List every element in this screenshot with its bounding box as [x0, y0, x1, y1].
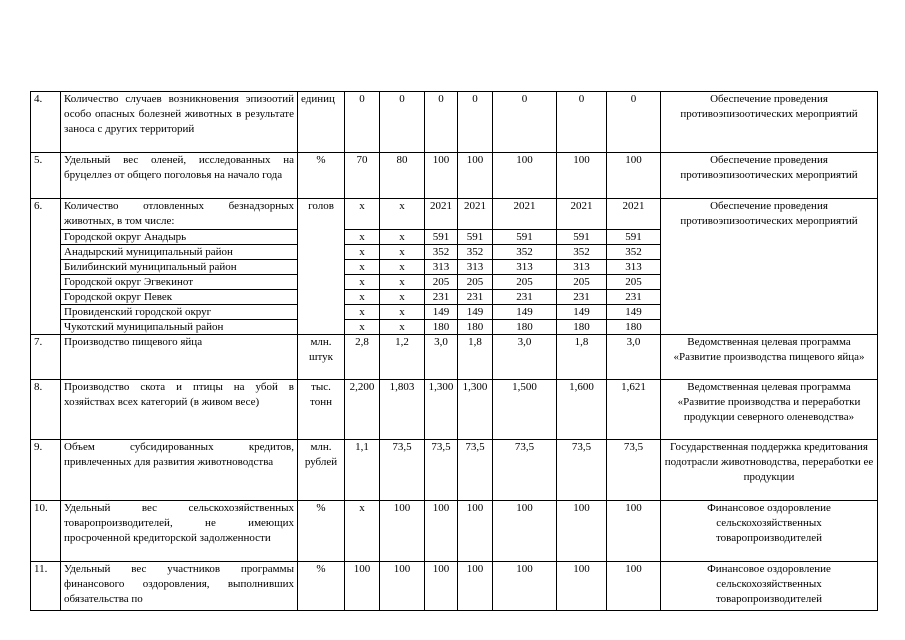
value-cell: 2021	[607, 199, 661, 230]
unit-cell: тыс. тонн	[298, 380, 345, 440]
unit-cell: единиц	[298, 92, 345, 153]
value-cell: 0	[380, 92, 425, 153]
value-cell: х	[380, 305, 425, 320]
value-cell: 2,8	[345, 335, 380, 380]
row-number: 5.	[31, 153, 61, 199]
value-cell: 2021	[557, 199, 607, 230]
value-cell: 180	[458, 320, 493, 335]
table-row	[31, 440, 878, 501]
value-cell: 0	[458, 92, 493, 153]
value-cell: 231	[607, 290, 661, 305]
value-cell: 352	[425, 245, 458, 260]
value-cell: 100	[493, 501, 557, 562]
value-cell: х	[345, 199, 380, 230]
value-cell: 180	[607, 320, 661, 335]
value-cell: 73,5	[607, 440, 661, 501]
value-cell: 100	[345, 562, 380, 611]
row-number: 9.	[31, 440, 61, 501]
value-cell: 1,621	[607, 380, 661, 440]
value-cell: 100	[425, 562, 458, 611]
program-cell: Финансовое оздоровление сельскохозяйственных товаропроизводителей	[661, 501, 878, 562]
value-cell: х	[345, 290, 380, 305]
value-cell: 70	[345, 153, 380, 199]
value-cell: 591	[607, 230, 661, 245]
value-cell: 0	[345, 92, 380, 153]
value-cell: 1,500	[493, 380, 557, 440]
value-cell: 1,1	[345, 440, 380, 501]
value-cell: 0	[557, 92, 607, 153]
value-cell: 73,5	[458, 440, 493, 501]
value-cell: 73,5	[425, 440, 458, 501]
value-cell: 1,300	[425, 380, 458, 440]
value-cell: 149	[425, 305, 458, 320]
indicator-name: Удельный вес участников программы финансового оздоровления, выполнивших обязательства по	[61, 562, 298, 611]
value-cell: 3,0	[425, 335, 458, 380]
value-cell: 352	[607, 245, 661, 260]
table-row	[31, 501, 878, 562]
value-cell: 205	[425, 275, 458, 290]
value-cell: 149	[493, 305, 557, 320]
municipality-name: Чукотский муниципальный район	[61, 320, 298, 335]
value-cell: 1,600	[557, 380, 607, 440]
unit-cell: млн. рублей	[298, 440, 345, 501]
table-row	[31, 199, 878, 230]
value-cell: 313	[607, 260, 661, 275]
value-cell: 352	[458, 245, 493, 260]
value-cell: 73,5	[557, 440, 607, 501]
row-number: 4.	[31, 92, 61, 153]
value-cell: х	[345, 245, 380, 260]
value-cell: 313	[458, 260, 493, 275]
table-row	[31, 153, 878, 199]
value-cell: 180	[493, 320, 557, 335]
value-cell: 591	[458, 230, 493, 245]
value-cell: 1,8	[458, 335, 493, 380]
row-number: 7.	[31, 335, 61, 380]
indicator-name: Объем субсидированных кредитов, привлеченных для развития животноводства	[61, 440, 298, 501]
program-cell: Обеспечение проведения противоэпизоотических мероприятий	[661, 153, 878, 199]
value-cell: 100	[557, 501, 607, 562]
value-cell: 100	[607, 153, 661, 199]
value-cell: х	[345, 260, 380, 275]
indicator-name: Производство скота и птицы на убой в хозяйствах всех категорий (в живом весе)	[61, 380, 298, 440]
unit-cell: голов	[298, 199, 345, 335]
value-cell: 231	[493, 290, 557, 305]
unit-cell: %	[298, 501, 345, 562]
value-cell: 100	[458, 501, 493, 562]
value-cell: 149	[607, 305, 661, 320]
indicator-name: Производство пищевого яйца	[61, 335, 298, 380]
value-cell: х	[380, 260, 425, 275]
unit-cell: %	[298, 153, 345, 199]
value-cell: 3,0	[493, 335, 557, 380]
municipality-name: Анадырский муниципальный район	[61, 245, 298, 260]
value-cell: 0	[493, 92, 557, 153]
value-cell: 2021	[425, 199, 458, 230]
table-row	[31, 335, 878, 380]
indicator-name: Удельный вес сельскохозяйственных товаропроизводителей, не имеющих просроченной кредиторской задолженности	[61, 501, 298, 562]
program-cell: Ведомственная целевая программа «Развитие производства пищевого яйца»	[661, 335, 878, 380]
value-cell: 100	[493, 153, 557, 199]
value-cell: 100	[607, 562, 661, 611]
value-cell: 231	[458, 290, 493, 305]
value-cell: 100	[425, 501, 458, 562]
value-cell: 80	[380, 153, 425, 199]
value-cell: 180	[557, 320, 607, 335]
table-row	[31, 92, 878, 153]
value-cell: 591	[425, 230, 458, 245]
value-cell: 1,300	[458, 380, 493, 440]
indicator-name: Количество случаев возникновения эпизоотий особо опасных болезней животных в результате заноса с других территорий	[61, 92, 298, 153]
value-cell: х	[345, 320, 380, 335]
value-cell: 1,8	[557, 335, 607, 380]
value-cell: 149	[458, 305, 493, 320]
value-cell: 100	[557, 562, 607, 611]
value-cell: 100	[380, 501, 425, 562]
value-cell: 73,5	[493, 440, 557, 501]
value-cell: х	[345, 305, 380, 320]
value-cell: 100	[607, 501, 661, 562]
value-cell: 205	[493, 275, 557, 290]
value-cell: х	[380, 199, 425, 230]
value-cell: 100	[458, 153, 493, 199]
program-cell: Государственная поддержка кредитования подотрасли животноводства, переработки ее продукции	[661, 440, 878, 501]
unit-cell: млн. штук	[298, 335, 345, 380]
value-cell: 180	[425, 320, 458, 335]
value-cell: 231	[557, 290, 607, 305]
row-number: 10.	[31, 501, 61, 562]
value-cell: 100	[493, 562, 557, 611]
value-cell: 149	[557, 305, 607, 320]
table-row	[31, 380, 878, 440]
value-cell: 1,803	[380, 380, 425, 440]
row-number: 11.	[31, 562, 61, 611]
value-cell: 100	[458, 562, 493, 611]
unit-cell: %	[298, 562, 345, 611]
table-row	[31, 562, 878, 611]
value-cell: 205	[607, 275, 661, 290]
value-cell: 591	[493, 230, 557, 245]
value-cell: х	[380, 230, 425, 245]
row-number: 6.	[31, 199, 61, 335]
value-cell: х	[380, 245, 425, 260]
row-number: 8.	[31, 380, 61, 440]
program-cell: Обеспечение проведения противоэпизоотических мероприятий	[661, 199, 878, 335]
value-cell: 205	[557, 275, 607, 290]
value-cell: 100	[425, 153, 458, 199]
indicators-table	[30, 91, 878, 611]
value-cell: 0	[425, 92, 458, 153]
indicator-name: Удельный вес оленей, исследованных на бруцеллез от общего поголовья на начало года	[61, 153, 298, 199]
value-cell: х	[380, 320, 425, 335]
value-cell: 231	[425, 290, 458, 305]
municipality-name: Городской округ Певек	[61, 290, 298, 305]
value-cell: 205	[458, 275, 493, 290]
program-cell: Обеспечение проведения противоэпизоотических мероприятий	[661, 92, 878, 153]
value-cell: 352	[493, 245, 557, 260]
value-cell: 591	[557, 230, 607, 245]
value-cell: 313	[493, 260, 557, 275]
program-cell: Ведомственная целевая программа «Развитие производства и переработки продукции северного оленеводства»	[661, 380, 878, 440]
municipality-name: Городской округ Эгвекинот	[61, 275, 298, 290]
municipality-name: Городской округ Анадырь	[61, 230, 298, 245]
value-cell: 2,200	[345, 380, 380, 440]
value-cell: х	[345, 230, 380, 245]
value-cell: 3,0	[607, 335, 661, 380]
value-cell: 100	[380, 562, 425, 611]
value-cell: 73,5	[380, 440, 425, 501]
value-cell: 2021	[493, 199, 557, 230]
indicator-name: Количество отловленных безнадзорных животных, в том числе:	[61, 199, 298, 230]
value-cell: х	[380, 290, 425, 305]
value-cell: 313	[557, 260, 607, 275]
value-cell: 1,2	[380, 335, 425, 380]
value-cell: х	[380, 275, 425, 290]
municipality-name: Билибинский муниципальный район	[61, 260, 298, 275]
value-cell: х	[345, 501, 380, 562]
program-cell: Финансовое оздоровление сельскохозяйственных товаропроизводителей	[661, 562, 878, 611]
value-cell: 0	[607, 92, 661, 153]
municipality-name: Провиденский городской округ	[61, 305, 298, 320]
value-cell: х	[345, 275, 380, 290]
value-cell: 352	[557, 245, 607, 260]
value-cell: 100	[557, 153, 607, 199]
value-cell: 313	[425, 260, 458, 275]
value-cell: 2021	[458, 199, 493, 230]
